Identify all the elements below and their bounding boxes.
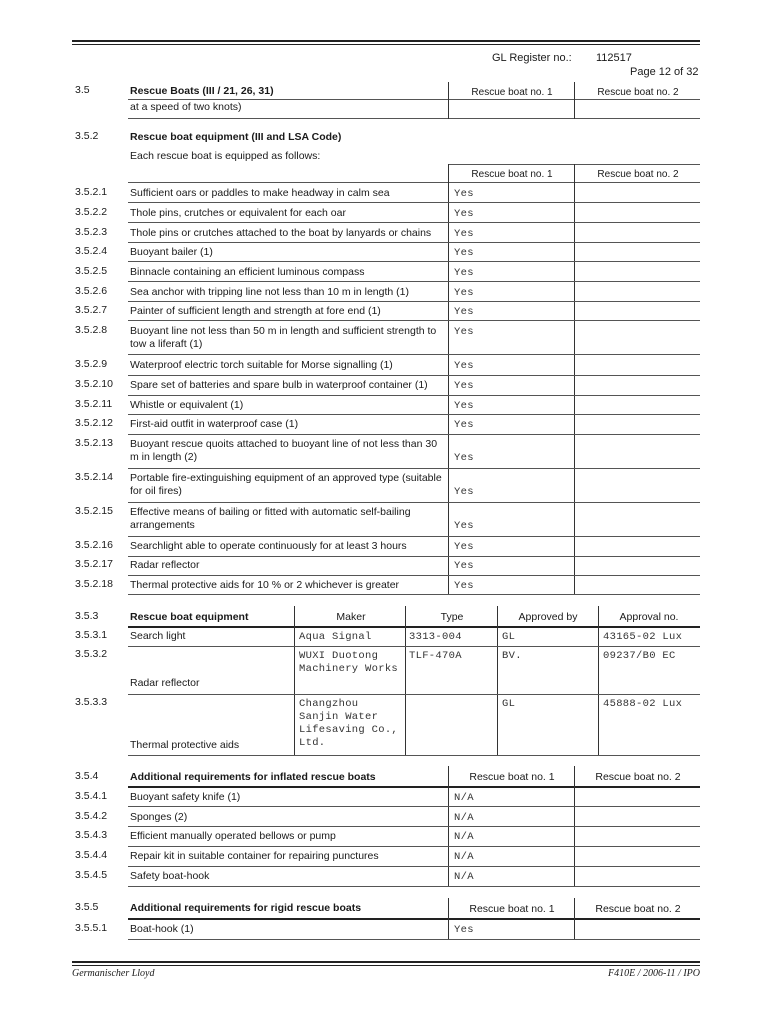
row-number: 3.5.2.3 xyxy=(75,226,108,238)
row-text: Binnacle containing an efficient luminous compass xyxy=(130,266,365,278)
top-rule-thin xyxy=(72,44,700,45)
col-header-maker: Maker xyxy=(336,611,366,623)
row-number: 3.5.2.1 xyxy=(75,186,108,198)
row-value: Yes xyxy=(454,326,474,338)
col-header-boat1: Rescue boat no. 1 xyxy=(469,903,555,915)
row-value: Yes xyxy=(454,520,474,532)
row-value: Yes xyxy=(454,306,474,318)
row-maker: WUXI Duotong Machinery Works xyxy=(299,650,399,675)
row-line xyxy=(128,354,700,355)
row-line xyxy=(128,556,700,557)
row-value: Yes xyxy=(454,208,474,220)
col-header-approved-by: Approved by xyxy=(518,611,578,623)
row-item: Search light xyxy=(130,630,186,642)
row-line xyxy=(128,182,700,183)
col-divider xyxy=(448,164,449,595)
row-number: 3.5.2.7 xyxy=(75,304,108,316)
row-number: 3.5.2.9 xyxy=(75,358,108,370)
row-number: 3.5.3.1 xyxy=(75,629,108,641)
section-number: 3.5 xyxy=(75,84,90,96)
row-number: 3.5.3.2 xyxy=(75,648,108,660)
col-divider xyxy=(574,898,575,940)
section-number: 3.5.5 xyxy=(75,901,99,913)
row-value: Yes xyxy=(454,287,474,299)
row-line xyxy=(128,575,700,576)
row-value: Yes xyxy=(454,541,474,553)
row-value: N/A xyxy=(454,792,474,804)
row-number: 3.5.2.5 xyxy=(75,265,108,277)
row-number: 3.5.5.1 xyxy=(75,922,108,934)
col-divider xyxy=(574,164,575,595)
row-maker: Changzhou Sanjin Water Lifesaving Co., Ltd. xyxy=(299,698,399,749)
row-number: 3.5.2.18 xyxy=(75,578,113,590)
row-text: Waterproof electric torch suitable for Morse signalling (1) xyxy=(130,359,393,371)
row-value: Yes xyxy=(454,380,474,392)
register-number: 112517 xyxy=(596,52,632,64)
row-text: Searchlight able to operate continuously for at least 3 hours xyxy=(130,540,407,552)
row-approved-by: GL xyxy=(502,631,516,643)
row-approval-no: 43165-02 Lux xyxy=(603,631,683,643)
row-line xyxy=(128,536,700,537)
row-line xyxy=(128,320,700,321)
row-value: Yes xyxy=(454,247,474,259)
row-line xyxy=(128,202,700,203)
section-title: Rescue boat equipment xyxy=(130,611,249,623)
row-value: Yes xyxy=(454,188,474,200)
section-title: Rescue boat equipment (III and LSA Code) xyxy=(130,131,342,143)
footer-company: Germanischer Lloyd xyxy=(72,968,155,979)
row-value: Yes xyxy=(454,560,474,572)
section-number: 3.5.4 xyxy=(75,770,99,782)
row-number: 3.5.2.2 xyxy=(75,206,108,218)
row-text: Sponges (2) xyxy=(130,811,188,823)
row-text: Buoyant safety knife (1) xyxy=(130,791,241,803)
row-line xyxy=(128,755,700,756)
row-line xyxy=(128,502,700,503)
col-divider xyxy=(448,82,449,119)
row-value: Yes xyxy=(454,580,474,592)
top-rule xyxy=(72,40,700,42)
row-number: 3.5.2.12 xyxy=(75,417,113,429)
col-header-boat2: Rescue boat no. 2 xyxy=(597,169,679,180)
row-number: 3.5.2.8 xyxy=(75,324,108,336)
header-line xyxy=(128,918,700,920)
row-text: Portable fire-extinguishing equipment of an approved type (suitable for oil fires) xyxy=(130,472,442,497)
col-header-boat2: Rescue boat no. 2 xyxy=(595,903,681,915)
row-text: Effective means of bailing or fitted with automatic self-bailing arrangements xyxy=(130,506,411,531)
col-header-type: Type xyxy=(440,611,464,623)
row-line xyxy=(128,281,700,282)
row-text: Radar reflector xyxy=(130,559,200,571)
row-text: Efficient manually operated bellows or pump xyxy=(130,830,336,842)
row-type: TLF-470A xyxy=(409,650,462,662)
row-value: N/A xyxy=(454,851,474,863)
bottom-rule xyxy=(72,961,700,963)
row-number: 3.5.2.15 xyxy=(75,505,113,517)
footer-form-code: F410E / 2006-11 / IPO xyxy=(607,968,700,979)
row-value: N/A xyxy=(454,831,474,843)
row-line xyxy=(128,806,700,807)
page-number: Page 12 of 32 xyxy=(630,66,699,78)
row-text: Thole pins or crutches attached to the boat by lanyards or chains xyxy=(130,227,432,239)
row-line xyxy=(128,886,700,887)
row-number: 3.5.4.4 xyxy=(75,849,108,861)
row-text: Whistle or equivalent (1) xyxy=(130,399,244,411)
row-text: Thermal protective aids for 10 % or 2 whichever is greater xyxy=(130,579,400,591)
section-number: 3.5.3 xyxy=(75,610,99,622)
row-text: First-aid outfit in waterproof case (1) xyxy=(130,418,299,430)
row-line xyxy=(128,118,700,119)
row-number: 3.5.3.3 xyxy=(75,696,108,708)
row-number: 3.5.2.13 xyxy=(75,437,113,449)
row-value: Yes xyxy=(454,486,474,498)
row-number: 3.5.2.17 xyxy=(75,558,113,570)
section-title: Rescue Boats (III / 21, 26, 31) xyxy=(130,85,274,97)
row-item: Thermal protective aids xyxy=(130,739,240,751)
row-value: Yes xyxy=(454,267,474,279)
row-value: N/A xyxy=(454,812,474,824)
row-value: Yes xyxy=(454,400,474,412)
row-line xyxy=(128,414,700,415)
register-label: GL Register no.: xyxy=(492,52,572,64)
section-number: 3.5.2 xyxy=(75,130,99,142)
row-line xyxy=(128,395,700,396)
row-line xyxy=(128,468,700,469)
row-text: Boat-hook (1) xyxy=(130,923,194,935)
row-text: Buoyant rescue quoits attached to buoyant line of not less than 30 m in length (2) xyxy=(130,438,438,463)
row-number: 3.5.4.1 xyxy=(75,790,108,802)
col-header-boat1: Rescue boat no. 1 xyxy=(471,169,553,180)
col-divider xyxy=(448,898,449,940)
header-line xyxy=(128,786,700,788)
row-line xyxy=(128,846,700,847)
row-line xyxy=(128,939,700,940)
row-number: 3.5.4.3 xyxy=(75,829,108,841)
bottom-rule-thin xyxy=(72,965,700,966)
row-line xyxy=(128,222,700,223)
row-value: Yes xyxy=(454,419,474,431)
section-title: Additional requirements for inflated rescue boats xyxy=(130,771,376,783)
row-value: Yes xyxy=(454,360,474,372)
row-text: Repair kit in suitable container for repairing punctures xyxy=(130,850,379,862)
row-value: Yes xyxy=(454,228,474,240)
continued-text: at a speed of two knots) xyxy=(130,101,242,113)
row-value: Yes xyxy=(454,452,474,464)
col-divider xyxy=(497,606,498,756)
row-item: Radar reflector xyxy=(130,677,200,689)
row-approval-no: 09237/B0 EC xyxy=(603,650,676,662)
row-line xyxy=(128,99,700,100)
section-subtitle: Each rescue boat is equipped as follows: xyxy=(130,150,321,162)
row-text: Sea anchor with tripping line not less than 10 m in length (1) xyxy=(130,286,409,298)
row-line xyxy=(128,242,700,243)
row-text: Buoyant line not less than 50 m in length and sufficient strength to tow a liferaft (1) xyxy=(130,325,437,350)
section-title: Additional requirements for rigid rescue boats xyxy=(130,902,362,914)
row-line xyxy=(128,694,700,695)
row-number: 3.5.2.10 xyxy=(75,378,113,390)
row-text: Thole pins, crutches or equivalent for each oar xyxy=(130,207,346,219)
col-header-boat2: Rescue boat no. 2 xyxy=(595,771,681,783)
col-header-approval-no: Approval no. xyxy=(619,611,679,623)
row-line xyxy=(128,301,700,302)
row-number: 3.5.2.6 xyxy=(75,285,108,297)
row-number: 3.5.4.2 xyxy=(75,810,108,822)
row-text: Buoyant bailer (1) xyxy=(130,246,213,258)
col-header-boat1: Rescue boat no. 1 xyxy=(469,771,555,783)
col-header-boat2: Rescue boat no. 2 xyxy=(597,87,679,98)
row-number: 3.5.2.4 xyxy=(75,245,108,257)
row-maker: Aqua Signal xyxy=(299,631,372,643)
col-divider xyxy=(405,606,406,756)
row-value: N/A xyxy=(454,871,474,883)
col-divider xyxy=(574,82,575,119)
row-number: 3.5.2.14 xyxy=(75,471,113,483)
col-divider xyxy=(294,606,295,756)
row-type: 3313-004 xyxy=(409,631,462,643)
row-approval-no: 45888-02 Lux xyxy=(603,698,683,710)
row-line xyxy=(128,434,700,435)
row-line xyxy=(128,826,700,827)
row-approved-by: GL xyxy=(502,698,516,710)
header-line xyxy=(128,626,700,628)
row-approved-by: BV. xyxy=(502,650,522,662)
row-text: Painter of sufficient length and strength at fore end (1) xyxy=(130,305,381,317)
col-divider xyxy=(598,606,599,756)
row-number: 3.5.2.16 xyxy=(75,539,113,551)
row-text: Spare set of batteries and spare bulb in waterproof container (1) xyxy=(130,379,428,391)
row-text: Safety boat-hook xyxy=(130,870,210,882)
row-line xyxy=(128,646,700,647)
col-header-boat1: Rescue boat no. 1 xyxy=(471,87,553,98)
row-line xyxy=(128,594,700,595)
row-line xyxy=(128,866,700,867)
row-number: 3.5.2.11 xyxy=(75,398,113,410)
row-line xyxy=(128,375,700,376)
row-value: Yes xyxy=(454,924,474,936)
row-line xyxy=(128,261,700,262)
row-number: 3.5.4.5 xyxy=(75,869,108,881)
row-text: Sufficient oars or paddles to make headway in calm sea xyxy=(130,187,390,199)
